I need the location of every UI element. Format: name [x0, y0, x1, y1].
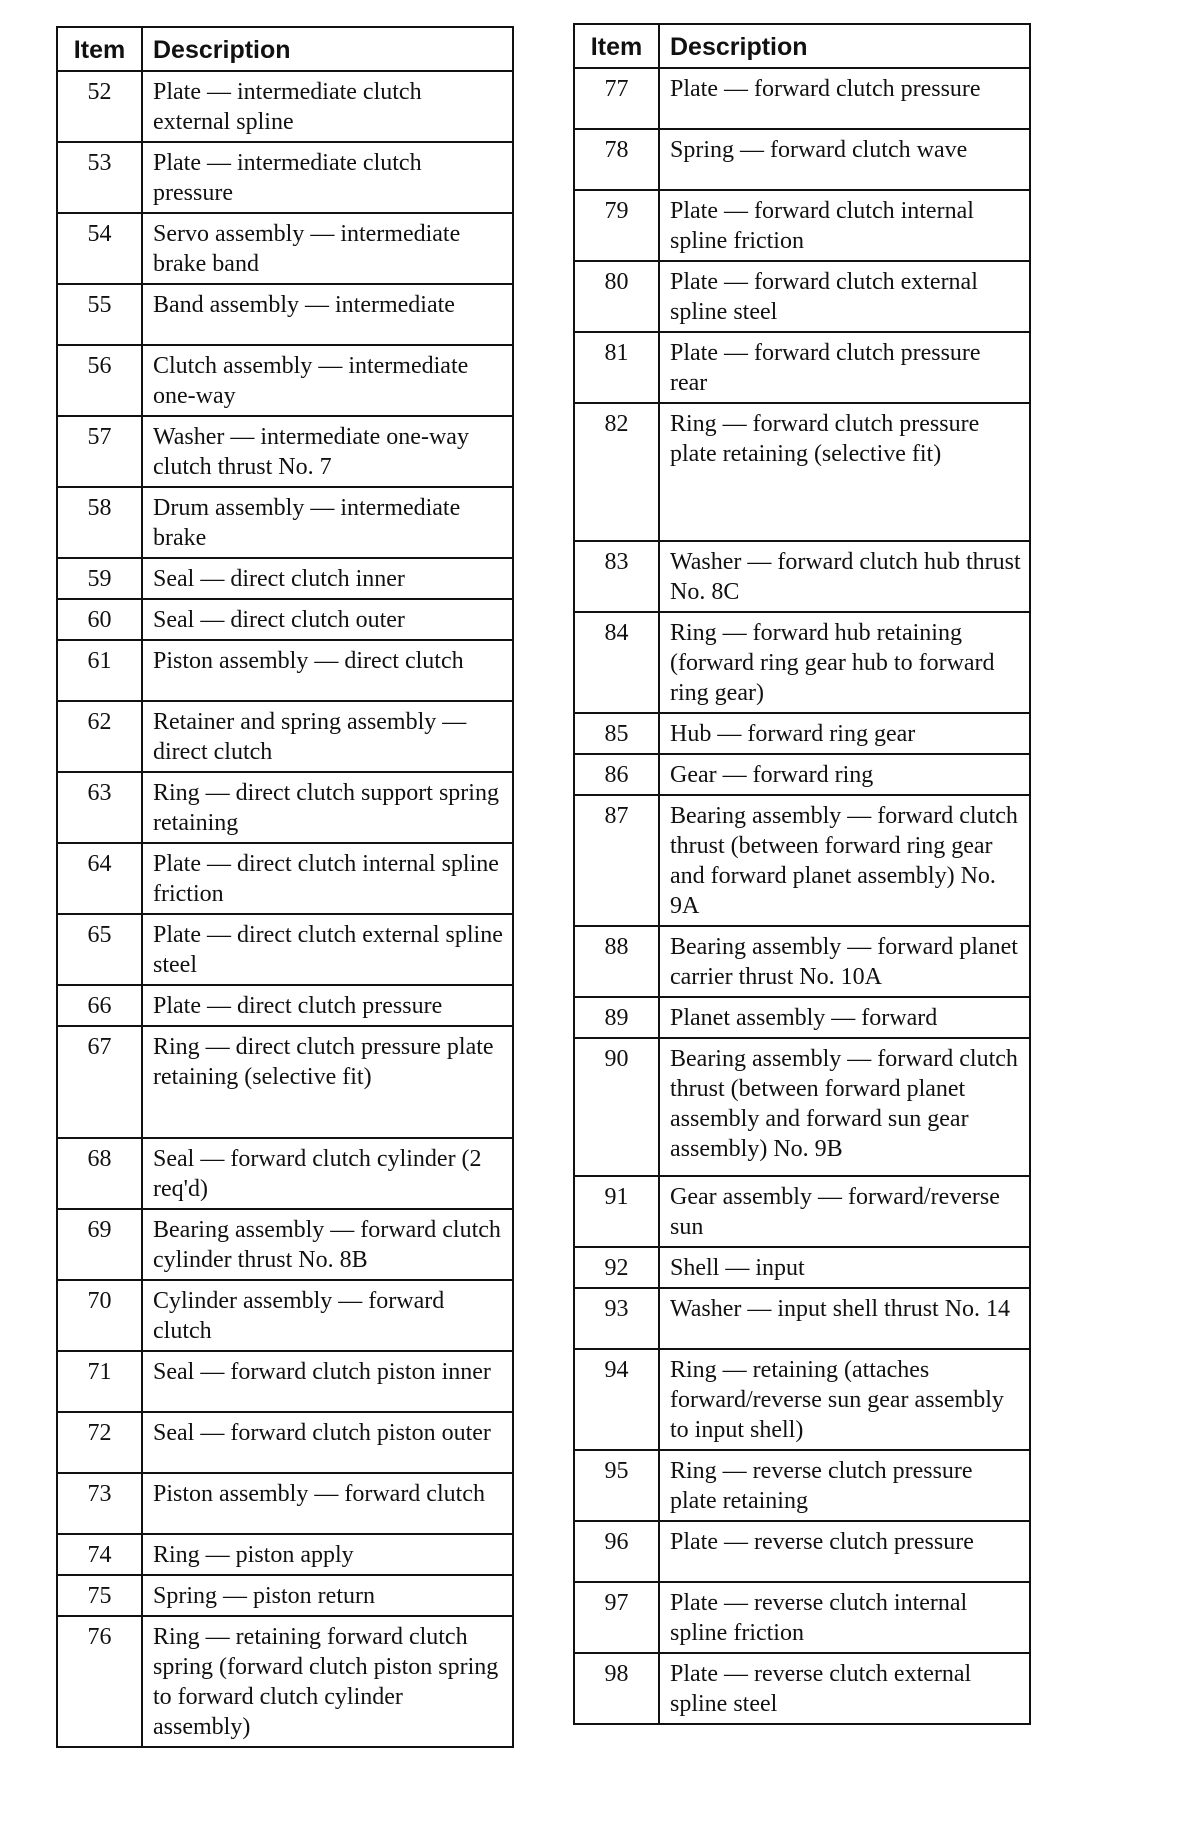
parts-table-body — [574, 68, 1030, 1724]
item-number-cell: 58 — [57, 487, 142, 558]
item-number-cell: 57 — [57, 416, 142, 487]
description-cell: Plate — reverse clutch pressure — [659, 1521, 1030, 1582]
description-cell: Ring — forward hub retaining (forward ring gear hub to forward ring gear) — [659, 612, 1030, 713]
item-number-cell: 77 — [574, 68, 659, 129]
table-header-row — [57, 27, 513, 71]
column-header-description: Description — [142, 27, 513, 71]
item-number-cell: 80 — [574, 261, 659, 332]
parts-table-right — [573, 23, 1031, 1725]
table-row — [57, 1412, 513, 1473]
description-cell: Clutch assembly — intermediate one-way — [142, 345, 513, 416]
table-row — [574, 1450, 1030, 1521]
description-cell: Piston assembly — forward clutch — [142, 1473, 513, 1534]
item-number-cell: 92 — [574, 1247, 659, 1288]
table-row — [57, 1138, 513, 1209]
table-row — [57, 1209, 513, 1280]
item-number-cell: 89 — [574, 997, 659, 1038]
description-cell: Plate — reverse clutch external spline steel — [659, 1653, 1030, 1724]
table-row — [57, 345, 513, 416]
item-number-cell: 66 — [57, 985, 142, 1026]
table-row — [574, 754, 1030, 795]
table-row — [574, 1521, 1030, 1582]
table-row — [574, 795, 1030, 926]
description-cell: Bearing assembly — forward clutch thrust (between forward planet assembly and forward sun gear assembly) No. 9B — [659, 1038, 1030, 1176]
table-row — [574, 1653, 1030, 1724]
description-cell: Shell — input — [659, 1247, 1030, 1288]
table-row — [574, 129, 1030, 190]
item-number-cell: 63 — [57, 772, 142, 843]
description-cell: Planet assembly — forward — [659, 997, 1030, 1038]
column-header-item: Item — [574, 24, 659, 68]
item-number-cell: 90 — [574, 1038, 659, 1176]
table-row — [57, 213, 513, 284]
item-number-cell: 87 — [574, 795, 659, 926]
description-cell: Hub — forward ring gear — [659, 713, 1030, 754]
parts-table-left — [56, 26, 514, 1748]
description-cell: Washer — intermediate one-way clutch thrust No. 7 — [142, 416, 513, 487]
table-row — [574, 1582, 1030, 1653]
table-row — [57, 284, 513, 345]
item-number-cell: 59 — [57, 558, 142, 599]
item-number-cell: 86 — [574, 754, 659, 795]
description-cell: Plate — direct clutch external spline steel — [142, 914, 513, 985]
item-number-cell: 52 — [57, 71, 142, 142]
item-number-cell: 61 — [57, 640, 142, 701]
table-row — [57, 1280, 513, 1351]
table-row — [574, 68, 1030, 129]
item-number-cell: 72 — [57, 1412, 142, 1473]
table-row — [574, 1038, 1030, 1176]
table-row — [57, 772, 513, 843]
item-number-cell: 69 — [57, 1209, 142, 1280]
table-row — [574, 1176, 1030, 1247]
item-number-cell: 68 — [57, 1138, 142, 1209]
item-number-cell: 54 — [57, 213, 142, 284]
item-number-cell: 81 — [574, 332, 659, 403]
description-cell: Ring — forward clutch pressure plate retaining (selective fit) — [659, 403, 1030, 541]
table-row — [574, 403, 1030, 541]
item-number-cell: 64 — [57, 843, 142, 914]
description-cell: Plate — forward clutch pressure — [659, 68, 1030, 129]
table-row — [57, 142, 513, 213]
description-cell: Plate — forward clutch pressure rear — [659, 332, 1030, 403]
table-row — [57, 1616, 513, 1747]
description-cell: Seal — forward clutch cylinder (2 req'd) — [142, 1138, 513, 1209]
description-cell: Washer — forward clutch hub thrust No. 8C — [659, 541, 1030, 612]
item-number-cell: 60 — [57, 599, 142, 640]
item-number-cell: 62 — [57, 701, 142, 772]
table-row — [57, 843, 513, 914]
description-cell: Plate — forward clutch external spline steel — [659, 261, 1030, 332]
item-number-cell: 76 — [57, 1616, 142, 1747]
item-number-cell: 95 — [574, 1450, 659, 1521]
item-number-cell: 75 — [57, 1575, 142, 1616]
description-cell: Cylinder assembly — forward clutch — [142, 1280, 513, 1351]
item-number-cell: 96 — [574, 1521, 659, 1582]
description-cell: Spring — piston return — [142, 1575, 513, 1616]
item-number-cell: 73 — [57, 1473, 142, 1534]
description-cell: Piston assembly — direct clutch — [142, 640, 513, 701]
description-cell: Plate — direct clutch internal spline friction — [142, 843, 513, 914]
description-cell: Bearing assembly — forward clutch cylinder thrust No. 8B — [142, 1209, 513, 1280]
description-cell: Gear — forward ring — [659, 754, 1030, 795]
table-row — [574, 1288, 1030, 1349]
description-cell: Seal — direct clutch inner — [142, 558, 513, 599]
description-cell: Gear assembly — forward/reverse sun — [659, 1176, 1030, 1247]
description-cell: Plate — direct clutch pressure — [142, 985, 513, 1026]
table-row — [574, 1349, 1030, 1450]
table-row — [574, 926, 1030, 997]
table-row — [574, 261, 1030, 332]
item-number-cell: 56 — [57, 345, 142, 416]
item-number-cell: 98 — [574, 1653, 659, 1724]
item-number-cell: 84 — [574, 612, 659, 713]
table-row — [574, 332, 1030, 403]
description-cell: Drum assembly — intermediate brake — [142, 487, 513, 558]
item-number-cell: 65 — [57, 914, 142, 985]
description-cell: Ring — piston apply — [142, 1534, 513, 1575]
description-cell: Bearing assembly — forward planet carrier thrust No. 10A — [659, 926, 1030, 997]
table-row — [574, 1247, 1030, 1288]
description-cell: Plate — intermediate clutch external spline — [142, 71, 513, 142]
description-cell: Ring — direct clutch pressure plate retaining (selective fit) — [142, 1026, 513, 1138]
description-cell: Band assembly — intermediate — [142, 284, 513, 345]
table-row — [574, 612, 1030, 713]
description-cell: Bearing assembly — forward clutch thrust (between forward ring gear and forward planet assembly) No. 9A — [659, 795, 1030, 926]
table-row — [57, 71, 513, 142]
table-row — [57, 416, 513, 487]
item-number-cell: 53 — [57, 142, 142, 213]
column-header-description: Description — [659, 24, 1030, 68]
item-number-cell: 79 — [574, 190, 659, 261]
table-row — [57, 1026, 513, 1138]
description-cell: Washer — input shell thrust No. 14 — [659, 1288, 1030, 1349]
table-row — [57, 1473, 513, 1534]
description-cell: Ring — retaining forward clutch spring (forward clutch piston spring to forward clutch cylinder assembly) — [142, 1616, 513, 1747]
item-number-cell: 91 — [574, 1176, 659, 1247]
item-number-cell: 97 — [574, 1582, 659, 1653]
description-cell: Seal — forward clutch piston inner — [142, 1351, 513, 1412]
table-row — [57, 914, 513, 985]
parts-table-body — [57, 71, 513, 1747]
table-row — [57, 599, 513, 640]
item-number-cell: 67 — [57, 1026, 142, 1138]
item-number-cell: 55 — [57, 284, 142, 345]
table-row — [57, 640, 513, 701]
table-row — [57, 1534, 513, 1575]
item-number-cell: 82 — [574, 403, 659, 541]
description-cell: Servo assembly — intermediate brake band — [142, 213, 513, 284]
item-number-cell: 85 — [574, 713, 659, 754]
item-number-cell: 83 — [574, 541, 659, 612]
description-cell: Seal — direct clutch outer — [142, 599, 513, 640]
item-number-cell: 70 — [57, 1280, 142, 1351]
description-cell: Ring — reverse clutch pressure plate retaining — [659, 1450, 1030, 1521]
table-row — [574, 713, 1030, 754]
item-number-cell: 78 — [574, 129, 659, 190]
item-number-cell: 93 — [574, 1288, 659, 1349]
description-cell: Ring — direct clutch support spring retaining — [142, 772, 513, 843]
description-cell: Plate — forward clutch internal spline friction — [659, 190, 1030, 261]
table-row — [57, 487, 513, 558]
item-number-cell: 94 — [574, 1349, 659, 1450]
description-cell: Plate — reverse clutch internal spline friction — [659, 1582, 1030, 1653]
item-number-cell: 71 — [57, 1351, 142, 1412]
table-header-row — [574, 24, 1030, 68]
table-row — [57, 1575, 513, 1616]
table-row — [574, 997, 1030, 1038]
table-row — [57, 701, 513, 772]
description-cell: Seal — forward clutch piston outer — [142, 1412, 513, 1473]
description-cell: Ring — retaining (attaches forward/reverse sun gear assembly to input shell) — [659, 1349, 1030, 1450]
column-header-item: Item — [57, 27, 142, 71]
table-row — [57, 1351, 513, 1412]
description-cell: Retainer and spring assembly — direct clutch — [142, 701, 513, 772]
table-row — [57, 558, 513, 599]
description-cell: Plate — intermediate clutch pressure — [142, 142, 513, 213]
description-cell: Spring — forward clutch wave — [659, 129, 1030, 190]
table-row — [574, 541, 1030, 612]
table-row — [57, 985, 513, 1026]
item-number-cell: 88 — [574, 926, 659, 997]
item-number-cell: 74 — [57, 1534, 142, 1575]
table-row — [574, 190, 1030, 261]
